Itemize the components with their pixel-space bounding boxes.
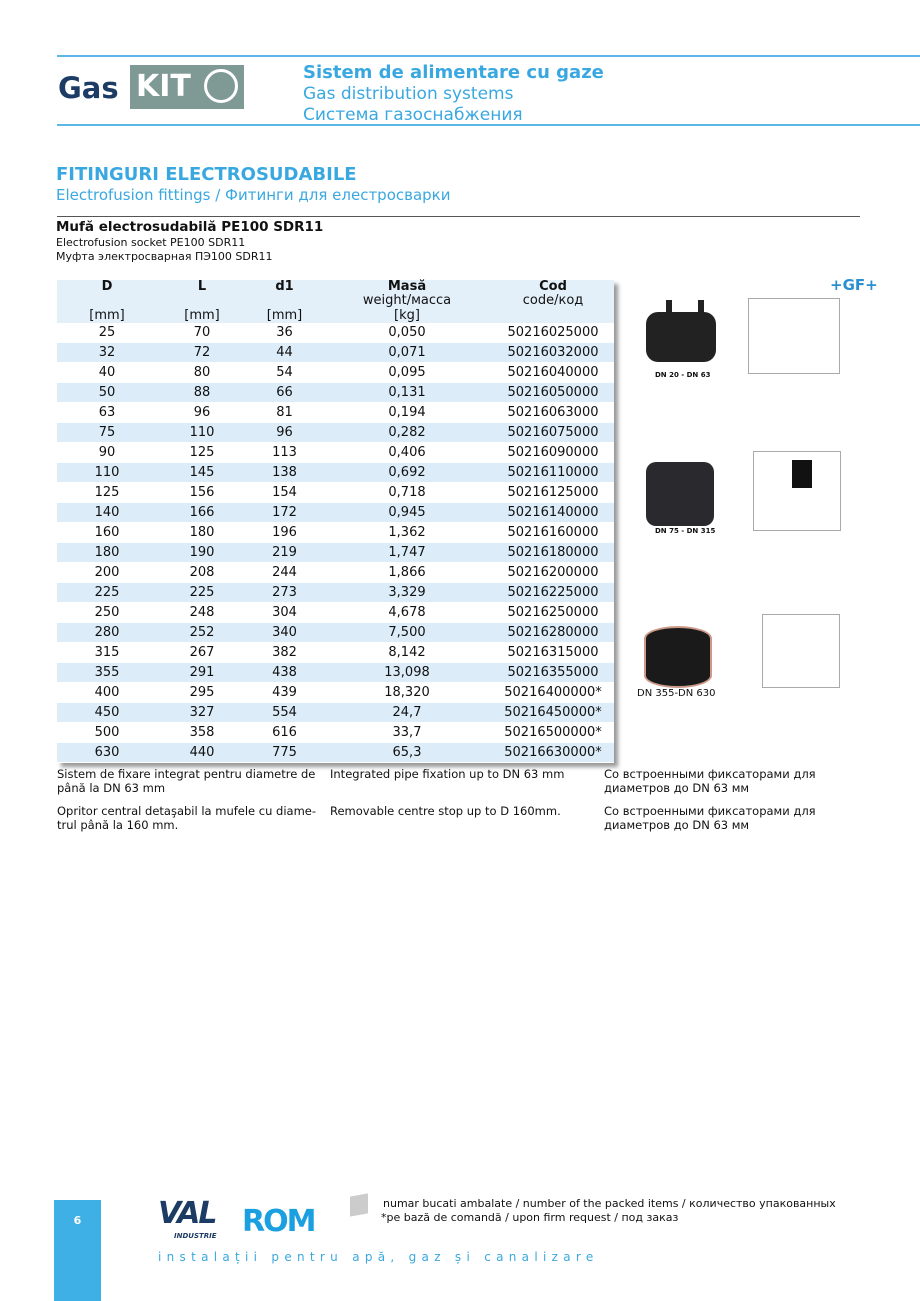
table-cell: 50216355000 — [492, 663, 614, 683]
table-cell: 1,866 — [322, 563, 492, 583]
table-row — [57, 603, 614, 623]
table-cell: 630 — [57, 743, 157, 763]
table-cell: 355 — [57, 663, 157, 683]
logo-kit: KIT — [130, 65, 244, 109]
table-cell: 166 — [157, 503, 247, 523]
table-cell: 50216500000* — [492, 723, 614, 743]
range-label-1: DN 20 - DN 63 — [655, 371, 711, 379]
table-row — [57, 503, 614, 523]
table-row — [57, 543, 614, 563]
divider — [57, 216, 860, 217]
page-number: 6 — [73, 1214, 82, 1227]
column-title: Masă — [387, 279, 427, 294]
column-header — [247, 280, 322, 323]
table-row — [57, 683, 614, 703]
table-cell: 208 — [157, 563, 247, 583]
product-name-ru: Муфта электросварная ПЭ100 SDR11 — [56, 250, 273, 263]
table-cell: 50216160000 — [492, 523, 614, 543]
table-cell: 50216075000 — [492, 423, 614, 443]
table-row — [57, 623, 614, 643]
column-unit: [mm] — [89, 308, 125, 323]
table-cell: 50216200000 — [492, 563, 614, 583]
table-cell: 225 — [157, 583, 247, 603]
legend-packed: numar bucati ambalate / number of the packed items / количество упакованных — [383, 1197, 836, 1210]
gaskit-logo — [58, 62, 248, 112]
note-2-en: Removable centre stop up to D 160mm. — [330, 804, 561, 818]
column-title: d1 — [275, 279, 294, 294]
table-cell: 145 — [157, 463, 247, 483]
table-cell: 172 — [247, 503, 322, 523]
column-subtitle: weight/масса — [362, 293, 452, 308]
table-row — [57, 423, 614, 443]
logo-rom: ROM — [242, 1204, 315, 1239]
table-cell: 125 — [157, 443, 247, 463]
table-cell: 65,3 — [322, 743, 492, 763]
table-cell: 500 — [57, 723, 157, 743]
table-cell: 81 — [247, 403, 322, 423]
spec-table — [57, 280, 614, 763]
product-photo-large — [644, 626, 712, 688]
header-row — [57, 280, 614, 323]
table-cell: 225 — [57, 583, 157, 603]
table-cell: 304 — [247, 603, 322, 623]
table-cell: 0,050 — [322, 323, 492, 343]
column-header — [57, 280, 157, 323]
note-2-ro: Opritor central detaşabil la mufele cu diame-trul până la 160 mm. — [57, 804, 317, 832]
column-header — [492, 280, 614, 323]
table-cell: 1,747 — [322, 543, 492, 563]
table-cell: 50216063000 — [492, 403, 614, 423]
table-cell: 70 — [157, 323, 247, 343]
table-cell: 0,692 — [322, 463, 492, 483]
table-cell: 3,329 — [322, 583, 492, 603]
logo-val: VAL — [158, 1196, 216, 1231]
table-cell: 340 — [247, 623, 322, 643]
legend-order: *pe bază de comandă / upon firm request / под заказ — [381, 1211, 679, 1224]
table-cell: 13,098 — [322, 663, 492, 683]
table-cell: 40 — [57, 363, 157, 383]
product-photo-medium — [646, 462, 714, 526]
table-cell: 110 — [57, 463, 157, 483]
table-cell: 50216040000 — [492, 363, 614, 383]
table-cell: 88 — [157, 383, 247, 403]
range-label-3: DN 355-DN 630 — [637, 688, 716, 699]
table-row — [57, 523, 614, 543]
column-header — [322, 280, 492, 323]
logo-industrie: INDUSTRIE — [174, 1232, 217, 1240]
table-cell: 96 — [247, 423, 322, 443]
column-subtitle — [57, 294, 157, 309]
table-cell: 0,718 — [322, 483, 492, 503]
table-cell: 33,7 — [322, 723, 492, 743]
table-cell: 382 — [247, 643, 322, 663]
table-cell: 219 — [247, 543, 322, 563]
table-row — [57, 583, 614, 603]
table-cell: 190 — [157, 543, 247, 563]
table-cell: 244 — [247, 563, 322, 583]
table-row — [57, 343, 614, 363]
note-1-ro: Sistem de fixare integrat pentru diametre de până la DN 63 mm — [57, 767, 316, 795]
table-cell: 180 — [57, 543, 157, 563]
table-cell: 125 — [57, 483, 157, 503]
table-cell: 72 — [157, 343, 247, 363]
table-cell: 90 — [57, 443, 157, 463]
table-row — [57, 643, 614, 663]
table-cell: 0,095 — [322, 363, 492, 383]
table-row — [57, 483, 614, 503]
table-cell: 7,500 — [322, 623, 492, 643]
table-cell: 267 — [157, 643, 247, 663]
table-cell: 0,282 — [322, 423, 492, 443]
range-label-2: DN 75 - DN 315 — [655, 527, 716, 535]
table-cell: 50216400000* — [492, 683, 614, 703]
table-row — [57, 663, 614, 683]
table-cell: 0,406 — [322, 443, 492, 463]
table-cell: 36 — [247, 323, 322, 343]
table-cell: 315 — [57, 643, 157, 663]
table-row — [57, 463, 614, 483]
table-cell: 50216250000 — [492, 603, 614, 623]
column-unit: [mm] — [266, 308, 303, 323]
table-cell: 32 — [57, 343, 157, 363]
note-1-en: Integrated pipe fixation up to DN 63 mm — [330, 767, 565, 781]
logo-gas: Gas — [58, 71, 119, 105]
table-cell: 295 — [157, 683, 247, 703]
column-title: L — [197, 279, 207, 294]
table-cell: 44 — [247, 343, 322, 363]
table-cell: 252 — [157, 623, 247, 643]
section-subtitle: Electrofusion fittings / Фитинги для елестросварки — [56, 186, 451, 204]
gf-brand-logo: +GF+ — [830, 276, 878, 294]
table-cell: 1,362 — [322, 523, 492, 543]
header-title-ru: Система газоснабжения — [303, 105, 523, 125]
table-row — [57, 323, 614, 343]
table-cell: 50216180000 — [492, 543, 614, 563]
product-name-en: Electrofusion socket PE100 SDR11 — [56, 236, 246, 249]
table-cell: 24,7 — [322, 703, 492, 723]
table-cell: 0,131 — [322, 383, 492, 403]
table-cell: 160 — [57, 523, 157, 543]
table-cell: 50216090000 — [492, 443, 614, 463]
note-2-ru: Со встроенными фиксаторами для диаметров до DN 63 мм — [604, 804, 816, 832]
table-row — [57, 723, 614, 743]
table-cell: 200 — [57, 563, 157, 583]
table-cell: 50216630000* — [492, 743, 614, 763]
table-cell: 63 — [57, 403, 157, 423]
table-cell: 54 — [247, 363, 322, 383]
table-cell: 50216125000 — [492, 483, 614, 503]
table-row — [57, 443, 614, 463]
table-cell: 50216025000 — [492, 323, 614, 343]
header-rule-top — [57, 55, 920, 57]
box-icon — [350, 1193, 368, 1216]
table-row — [57, 563, 614, 583]
table-cell: 66 — [247, 383, 322, 403]
table-cell: 18,320 — [322, 683, 492, 703]
drawing-1 — [748, 298, 840, 374]
table-cell: 554 — [247, 703, 322, 723]
table-cell: 0,071 — [322, 343, 492, 363]
table-cell: 327 — [157, 703, 247, 723]
column-subtitle — [157, 294, 247, 309]
column-subtitle: code/код — [522, 293, 584, 308]
product-photo-small — [636, 297, 732, 367]
tagline: instalații pentru apă, gaz și canalizare — [158, 1250, 599, 1264]
table-cell: 439 — [247, 683, 322, 703]
table-cell: 273 — [247, 583, 322, 603]
table-cell: 113 — [247, 443, 322, 463]
table-cell: 50216225000 — [492, 583, 614, 603]
table-cell: 775 — [247, 743, 322, 763]
table-row — [57, 703, 614, 723]
table-cell: 291 — [157, 663, 247, 683]
table-row — [57, 363, 614, 383]
page-number-tab — [54, 1200, 101, 1301]
spec-table-wrap — [57, 280, 614, 763]
table-cell: 616 — [247, 723, 322, 743]
table-cell: 50216110000 — [492, 463, 614, 483]
column-title: D — [101, 279, 113, 294]
table-cell: 358 — [157, 723, 247, 743]
column-subtitle — [247, 294, 322, 309]
table-cell: 248 — [157, 603, 247, 623]
table-cell: 4,678 — [322, 603, 492, 623]
table-cell: 250 — [57, 603, 157, 623]
table-row — [57, 743, 614, 763]
header-title-en: Gas distribution systems — [303, 84, 514, 104]
table-row — [57, 403, 614, 423]
table-cell: 50216032000 — [492, 343, 614, 363]
drawing-3 — [762, 614, 840, 688]
table-cell: 280 — [57, 623, 157, 643]
drawing-2 — [753, 451, 841, 531]
table-cell: 438 — [247, 663, 322, 683]
table-cell: 110 — [157, 423, 247, 443]
table-cell: 0,194 — [322, 403, 492, 423]
table-cell: 50216140000 — [492, 503, 614, 523]
table-cell: 25 — [57, 323, 157, 343]
table-cell: 196 — [247, 523, 322, 543]
table-cell: 50216450000* — [492, 703, 614, 723]
column-unit: [kg] — [394, 308, 420, 323]
column-header — [157, 280, 247, 323]
table-cell: 50216280000 — [492, 623, 614, 643]
section-title: FITINGURI ELECTROSUDABILE — [56, 164, 357, 185]
table-cell: 96 — [157, 403, 247, 423]
column-unit — [492, 309, 614, 323]
table-cell: 8,142 — [322, 643, 492, 663]
table-cell: 50216050000 — [492, 383, 614, 403]
table-cell: 450 — [57, 703, 157, 723]
table-cell: 154 — [247, 483, 322, 503]
table-cell: 400 — [57, 683, 157, 703]
column-unit: [mm] — [184, 308, 220, 323]
column-title: Cod — [539, 279, 567, 294]
valrom-logo — [158, 1198, 328, 1248]
table-cell: 156 — [157, 483, 247, 503]
table-cell: 138 — [247, 463, 322, 483]
table-cell: 140 — [57, 503, 157, 523]
table-cell: 50216315000 — [492, 643, 614, 663]
header-title-ro: Sistem de alimentare cu gaze — [303, 62, 604, 83]
table-cell: 180 — [157, 523, 247, 543]
table-cell: 80 — [157, 363, 247, 383]
table-cell: 75 — [57, 423, 157, 443]
product-name-ro: Mufă electrosudabilă PE100 SDR11 — [56, 219, 324, 235]
flame-icon — [204, 69, 238, 103]
table-cell: 50 — [57, 383, 157, 403]
table-row — [57, 383, 614, 403]
note-1-ru: Со встроенными фиксаторами для диаметров до DN 63 мм — [604, 767, 816, 795]
table-cell: 440 — [157, 743, 247, 763]
table-cell: 0,945 — [322, 503, 492, 523]
